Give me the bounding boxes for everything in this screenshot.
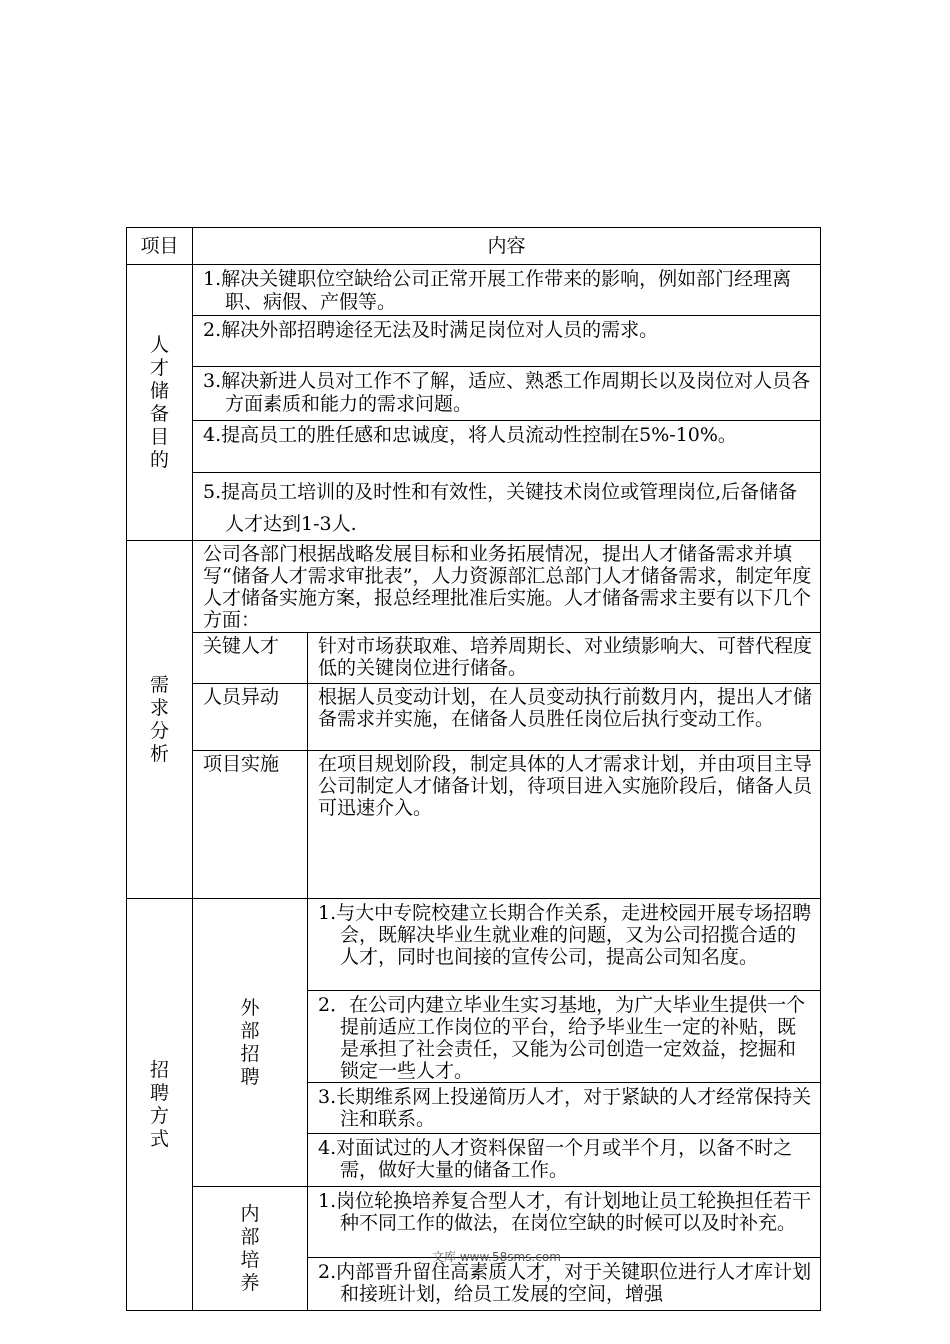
subsection-label-internal: 内部培养 [193, 1187, 308, 1311]
purpose-item: 2.解决外部招聘途径无法及时满足岗位对人员的需求。 [193, 316, 821, 367]
document-page [126, 227, 820, 1311]
external-item: 1.与大中专院校建立长期合作关系，走进校园开展专场招聘会，既解决毕业生就业难的问题，又为公司招揽合适的人才，同时也间接的宣传公司，提高公司知名度。 [308, 899, 821, 991]
header-item: 项目 [127, 228, 193, 265]
demand-intro: 公司各部门根据战略发展目标和业务拓展情况，提出人才储备需求并填写“储备人才需求审批表”，人力资源部汇总部门人才储备需求，制定年度人才储备实施方案，报总经理批准后实施。人才储备需求主要有以下几个方面： [193, 541, 821, 633]
watermark-text: 文库 www.58sms.com [432, 1250, 561, 1264]
external-item: 3.长期维系网上投递简历人才，对于紧缺的人才经常保持关注和联系。 [308, 1083, 821, 1134]
demand-row-text: 根据人员变动计划，在人员变动执行前数月内，提出人才储备需求并实施，在储备人员胜任岗位后执行变动工作。 [308, 684, 821, 751]
external-item: 2．在公司内建立毕业生实习基地，为广大毕业生提供一个提前适应工作岗位的平台，给予毕业生一定的补贴，既是承担了社会责任，又能为公司创造一定效益，挖掘和锁定一些人才。 [308, 991, 821, 1083]
demand-row-text: 针对市场获取难、培养周期长、对业绩影响大、可替代程度低的关键岗位进行储备。 [308, 633, 821, 684]
header-content: 内容 [193, 228, 821, 265]
section-label-demand: 需求分析 [127, 541, 193, 899]
section-label-purpose: 人才储备目的 [127, 265, 193, 541]
internal-item: 2.内部晋升留住高素质人才，对于关键职位进行人才库计划和接班计划，给员工发展的空间，增强 [308, 1258, 821, 1311]
purpose-item: 5.提高员工培训的及时性和有效性，关键技术岗位或管理岗位,后备储备人才达到1-3人. [193, 473, 821, 541]
demand-row-text: 在项目规划阶段，制定具体的人才需求计划，并由项目主导公司制定人才储备计划，待项目进入实施阶段后，储备人员可迅速介入。 [308, 751, 821, 899]
subsection-label-external: 外部招聘 [193, 899, 308, 1187]
demand-row-name: 关键人才 [193, 633, 308, 684]
purpose-item: 3.解决新进人员对工作不了解，适应、熟悉工作周期长以及岗位对人员各方面素质和能力的需求问题。 [193, 367, 821, 421]
external-item: 4.对面试过的人才资料保留一个月或半个月，以备不时之需，做好大量的储备工作。 [308, 1134, 821, 1187]
demand-row-name: 项目实施 [193, 751, 308, 899]
talent-reserve-table [126, 227, 821, 1311]
demand-row-name: 人员异动 [193, 684, 308, 751]
section-label-recruitment: 招聘方式 [127, 899, 193, 1311]
internal-item: 1.岗位轮换培养复合型人才，有计划地让员工轮换担任若干种不同工作的做法，在岗位空缺的时候可以及时补充。 [308, 1187, 821, 1258]
purpose-item: 4.提高员工的胜任感和忠诚度，将人员流动性控制在5%-10%。 [193, 421, 821, 473]
purpose-item: 1.解决关键职位空缺给公司正常开展工作带来的影响，例如部门经理离职、病假、产假等。 [193, 265, 821, 316]
table-header-row [127, 228, 821, 265]
